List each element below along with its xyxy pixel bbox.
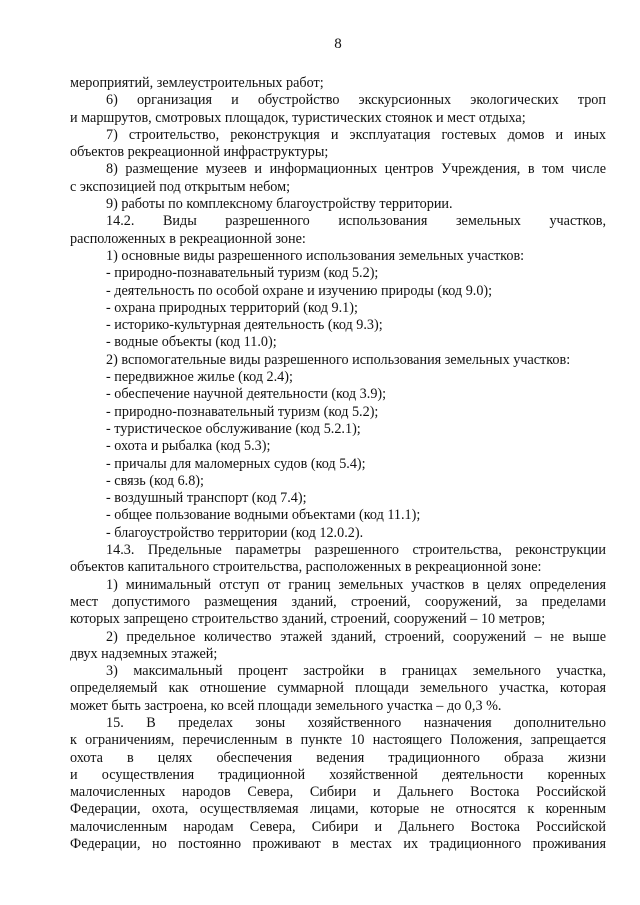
text-line: 15. В пределах зоны хозяйственного назначения дополнительно [106, 714, 606, 731]
text-line: - природно-познавательный туризм (код 5.2); [106, 265, 379, 282]
text-line: - причалы для маломерных судов (код 5.4); [106, 455, 366, 472]
text-line: мест допустимого размещения зданий, строений, сооружений, за пределами [70, 593, 606, 610]
text-line: определяемый как отношение суммарной площади земельного участка, которая [70, 680, 606, 697]
text-line: малочисленных народов Севера, Сибири и Дальнего Востока Российской [70, 784, 606, 801]
text-line: мероприятий, землеустроительных работ; [70, 75, 324, 91]
text-line: и маршрутов, смотровых площадок, туристических стоянок и мест отдыха; [70, 109, 526, 126]
text-line: расположенных в рекреационной зоне: [70, 230, 306, 247]
text-line: - охота и рыбалка (код 5.3); [106, 438, 271, 455]
text-line: - благоустройство территории (код 12.0.2). [106, 524, 364, 541]
text-line: - общее пользование водными объектами (код 11.1); [106, 507, 421, 524]
text-line: - историко-культурная деятельность (код 9.3); [106, 317, 383, 334]
text-line: объектов капитального строительства, расположенных в рекреационной зоне: [70, 559, 542, 576]
text-line: 8) размещение музеев и информационных центров Учреждения, в том числе [106, 161, 606, 178]
text-line: - воздушный транспорт (код 7.4); [106, 490, 307, 507]
text-line: 2) предельное количество этажей зданий, строений, сооружений – не выше [106, 628, 606, 645]
text-line: к ограничениям, перечисленным в пункте 10 настоящего Положения, запрещается [70, 732, 606, 749]
text-line: объектов рекреационной инфраструктуры; [70, 144, 329, 161]
text-line: 3) максимальный процент застройки в границах земельного участка, [106, 663, 606, 680]
text-line: и осуществления традиционной хозяйственной деятельности коренных [70, 766, 606, 783]
text-line: - передвижное жилье (код 2.4); [106, 369, 293, 386]
text-line: двух надземных этажей; [70, 645, 218, 662]
text-line: 1) минимальный отступ от границ земельных участков в целях определения [106, 576, 606, 593]
text-line: 9) работы по комплексному благоустройству территории. [106, 196, 453, 213]
text-line: 1) основные виды разрешенного использования земельных участков: [106, 247, 525, 264]
text-line: 2) вспомогательные виды разрешенного использования земельных участков: [106, 351, 571, 368]
text-line: Федерации, но постоянно проживают в местах их традиционного проживания [70, 836, 606, 853]
text-line: 14.2. Виды разрешенного использования земельных участков, [106, 213, 606, 230]
text-line: - водные объекты (код 11.0); [106, 334, 277, 351]
text-line: - деятельность по особой охране и изучению природы (код 9.0); [106, 282, 493, 299]
text-line: охота в целях обеспечения ведения традиционного образа жизни [70, 749, 606, 766]
text-line: может быть застроена, ко всей площади земельного участка – до 0,3 %. [70, 697, 502, 714]
text-line: с экспозицией под открытым небом; [70, 178, 291, 195]
text-line: 14.3. Предельные параметры разрешенного строительства, реконструкции [106, 542, 606, 559]
page-number: 8 [334, 36, 342, 52]
text-line: - связь (код 6.8); [106, 472, 204, 489]
text-line: 7) строительство, реконструкция и эксплуатация гостевых домов и иных [106, 126, 606, 143]
text-line: малочисленным народам Севера, Сибири и Дальнего Востока Российской [70, 818, 606, 835]
text-line: - туристическое обслуживание (код 5.2.1); [106, 420, 361, 437]
text-line: - охрана природных территорий (код 9.1); [106, 299, 358, 316]
text-line: - обеспечение научной деятельности (код 3.9); [106, 386, 387, 403]
document-body [70, 75, 606, 853]
text-line: 6) организация и обустройство экскурсионных экологических троп [106, 92, 606, 109]
text-line: - природно-познавательный туризм (код 5.2); [106, 403, 379, 420]
text-line: Федерации, охота, осуществляемая лицами, которые не относятся к коренным [70, 801, 606, 818]
text-line: которых запрещено строительство зданий, строений, сооружений – 10 метров; [70, 611, 546, 628]
